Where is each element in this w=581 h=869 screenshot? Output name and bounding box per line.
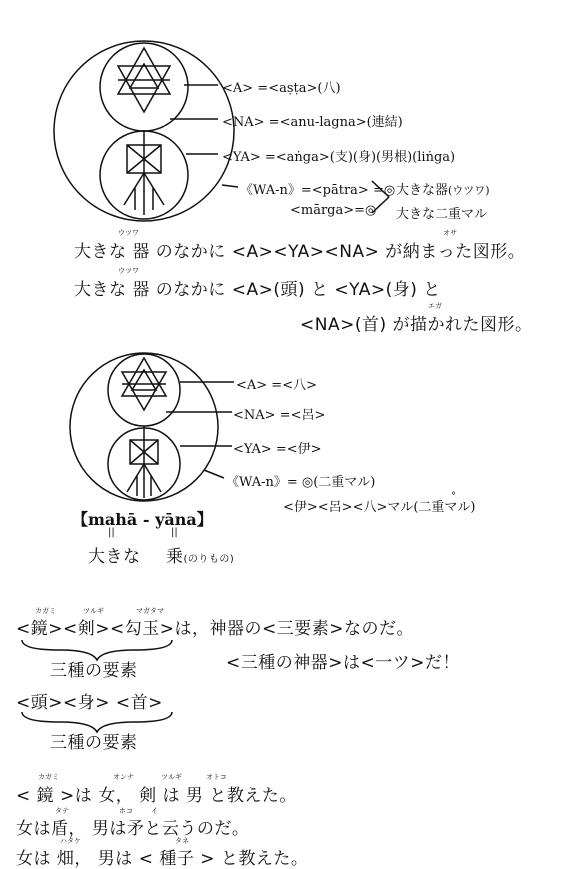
diagram2-label-line: <伊><呂><八>マル(二重マル) <box>283 500 476 515</box>
ruby-magatama: マガタマ <box>136 607 164 615</box>
section3-right-note: <三種の神器>は<一ツ>だ！ <box>226 653 460 673</box>
ruby-osa: オサ <box>443 229 457 237</box>
ruby-utsuwa-2: ウツワ <box>118 267 139 275</box>
mahayana-right: 乗(のりもの) <box>166 547 235 567</box>
mahayana-eq-left: || <box>108 527 115 538</box>
diagram1-label-ya: <YA> =<aṅga>(支)(身)(男根)(liṅga) <box>222 150 456 165</box>
section3-line1: <鏡><剣><勾玉>は，神器の<三要素>なのだ。 <box>16 619 414 639</box>
ruby-kagami-2: カガミ <box>38 773 59 781</box>
ruby-tsurugi: ツルギ <box>83 607 104 615</box>
diagram1-label-wa1: 《WA-n》=<pātra> =◎ <box>240 183 396 198</box>
ruby-utsuwa-1: ウツワ <box>118 229 139 237</box>
para1-line3: <NA>(首) が描かれた図形。 <box>300 315 533 335</box>
ruby-ega: エガ <box>428 302 442 310</box>
ruby-otoko: オトコ <box>206 773 227 781</box>
diagram1-label-wa2: <mārga>=◎ <box>290 203 377 218</box>
ruby-onna: オンナ <box>113 773 134 781</box>
ruby-hoko: ホコ <box>119 807 133 815</box>
brace2-label: 三種の要素 <box>50 733 138 753</box>
diagram2-label-ya: <YA> =<伊> <box>233 442 322 457</box>
ruby-hatake: ハタケ <box>60 837 81 845</box>
diagram2-label-na: <NA> =<呂> <box>233 408 326 423</box>
diagram1-label-wa-right1: 大きな器(ウツワ) <box>396 183 490 198</box>
mahayana-eq-right: || <box>171 527 178 538</box>
ruby-tane: タネ <box>175 837 189 845</box>
ruby-i: イ <box>151 807 158 815</box>
diagram2-label-wa: 《WA-n》= ◎(二重マル) <box>226 475 376 490</box>
section4-line3: 女は 畑， 男は < 種子 > と教えた。 <box>16 849 309 869</box>
para1-line1: 大きな 器 のなかに <A><YA><NA> が納まった図形。 <box>74 242 526 262</box>
section4-line2: 女は盾， 男は矛と云うのだ。 <box>16 819 250 839</box>
maru-ruby: ° <box>451 491 456 502</box>
para1-line2: 大きな 器 のなかに <A>(頭) と <YA>(身) と <box>74 280 441 300</box>
diagram1-label-a: <A> =<aṣṭa>(八) <box>222 81 341 96</box>
section3-line2: <頭><身> <首> <box>16 693 163 713</box>
diagram2-label-a: <A> =<八> <box>236 378 317 393</box>
mahayana-left: 大きな <box>88 547 141 567</box>
ruby-tate: タテ <box>55 807 69 815</box>
ruby-kagami: カガミ <box>35 607 56 615</box>
diagram1-label-wa-right2: 大きな二重マル <box>396 207 488 222</box>
brace1-label: 三種の要素 <box>50 661 138 681</box>
mahayana-title: 【mahā - yāna】 <box>72 510 213 529</box>
diagram1-label-na: <NA> =<anu-lagna>(連結) <box>222 115 403 130</box>
section4-line1: < 鏡 >は 女， 剣 は 男 と教えた。 <box>16 786 297 806</box>
ruby-tsurugi-2: ツルギ <box>161 773 182 781</box>
